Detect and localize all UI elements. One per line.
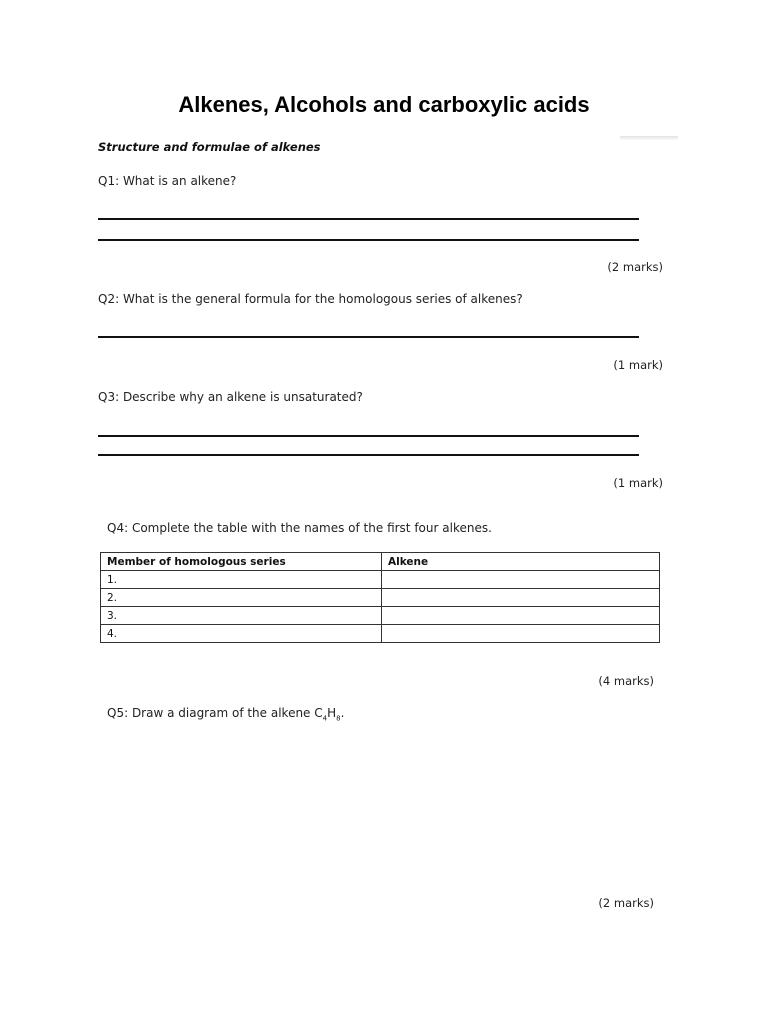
table-header-row (101, 553, 660, 571)
page-title: Alkenes, Alcohols and carboxylic acids (178, 92, 590, 117)
scan-shadow (620, 136, 678, 140)
q5-subscript-carbon: 4 (322, 714, 328, 723)
alkenes-table (100, 552, 660, 643)
table-row (101, 625, 660, 643)
q1-answer-line-2[interactable] (98, 239, 639, 241)
table-row (101, 571, 660, 589)
q4-text: Q4: Complete the table with the names of the first four alkenes. (107, 521, 492, 535)
q3-answer-line-1[interactable] (98, 435, 639, 437)
table-cell-alkene[interactable] (382, 607, 660, 625)
table-header-member: Member of homologous series (101, 553, 382, 571)
q5-drawing-area[interactable] (100, 730, 660, 890)
q1-answer-line-1[interactable] (98, 218, 639, 220)
q2-answer-line[interactable] (98, 336, 639, 338)
table-cell-member: 2. (101, 589, 382, 607)
table-cell-member: 1. (101, 571, 382, 589)
q5-text-prefix: Q5: Draw a diagram of the alkene C (107, 706, 323, 720)
table-cell-alkene[interactable] (382, 589, 660, 607)
q5-text-hydrogen: H (327, 706, 337, 720)
q5-text-suffix: . (340, 706, 345, 720)
q2-marks: (1 mark) (613, 358, 663, 372)
q1-marks: (2 marks) (607, 260, 663, 274)
table-row (101, 589, 660, 607)
table-row (101, 607, 660, 625)
table-cell-alkene[interactable] (382, 625, 660, 643)
table-cell-member: 3. (101, 607, 382, 625)
table-cell-alkene[interactable] (382, 571, 660, 589)
q3-marks: (1 mark) (613, 476, 663, 490)
section-heading: Structure and formulae of alkenes (98, 140, 321, 154)
q2-text: Q2: What is the general formula for the homologous series of alkenes? (98, 292, 523, 306)
q4-marks: (4 marks) (598, 674, 654, 688)
table-header-alkene: Alkene (382, 553, 660, 571)
q3-answer-line-2[interactable] (98, 454, 639, 456)
table-cell-member: 4. (101, 625, 382, 643)
q5-marks: (2 marks) (598, 896, 654, 910)
q3-text: Q3: Describe why an alkene is unsaturated? (98, 390, 363, 404)
q1-text: Q1: What is an alkene? (98, 174, 237, 188)
q5-text (107, 706, 344, 722)
q5-subscript-hydrogen: 8 (336, 714, 341, 723)
